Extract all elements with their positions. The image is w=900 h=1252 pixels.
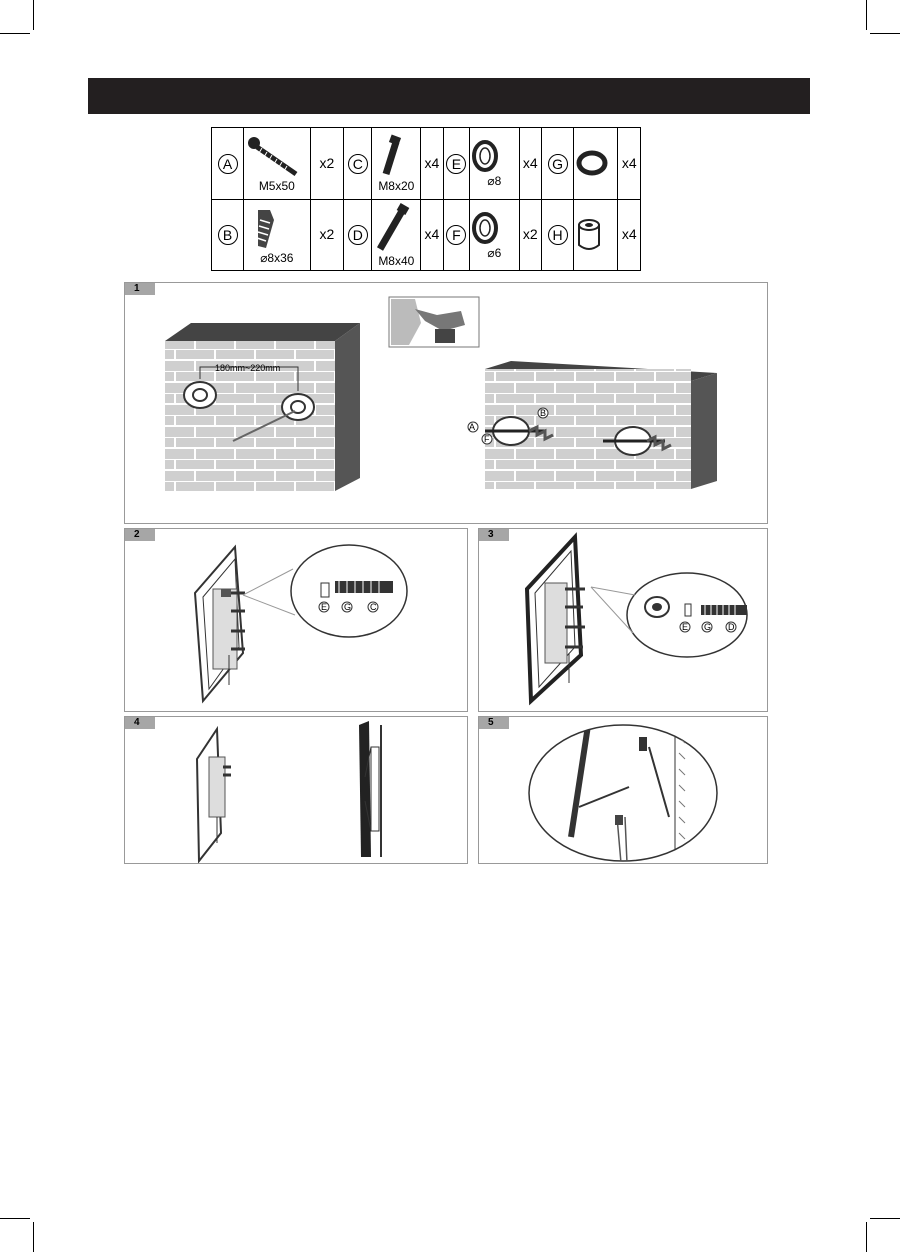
step-number: 2 bbox=[125, 529, 155, 541]
step-3-illustration bbox=[479, 529, 767, 711]
label-f: F bbox=[484, 434, 490, 444]
part-size: ⌀6 bbox=[487, 245, 502, 260]
spring-washer-icon bbox=[574, 149, 610, 179]
crop-mark bbox=[870, 33, 900, 34]
label-e: E bbox=[321, 602, 328, 612]
part-letter: D bbox=[348, 225, 368, 245]
label-e: E bbox=[682, 622, 689, 632]
tv-back-panel bbox=[527, 537, 585, 701]
part-qty: x4 bbox=[424, 154, 440, 171]
part-qty: x2 bbox=[319, 226, 335, 242]
label-c: C bbox=[370, 602, 377, 612]
label-b: B bbox=[540, 408, 547, 418]
part-size: ⌀8x36 bbox=[260, 250, 294, 265]
parts-table bbox=[211, 127, 641, 271]
part-qty: x4 bbox=[621, 154, 637, 171]
part-qty: x2 bbox=[522, 226, 538, 242]
part-letter: G bbox=[548, 154, 568, 174]
washer-icon bbox=[470, 139, 500, 173]
crop-mark bbox=[33, 1222, 34, 1252]
step-4-illustration bbox=[125, 717, 467, 863]
crop-mark bbox=[0, 33, 30, 34]
wall-left bbox=[165, 323, 360, 491]
label-g: G bbox=[344, 602, 352, 612]
crop-mark bbox=[33, 0, 34, 30]
step-number: 3 bbox=[479, 529, 509, 541]
zoom-circle bbox=[591, 573, 747, 657]
part-qty: x4 bbox=[424, 226, 440, 242]
short-bolt-icon bbox=[372, 134, 416, 178]
washer-icon bbox=[470, 211, 500, 245]
label-g: G bbox=[704, 622, 712, 632]
zoom-circle bbox=[243, 545, 407, 637]
part-letter: B bbox=[218, 225, 238, 245]
distance-label: 180mm~220mm bbox=[215, 363, 281, 373]
step-5-illustration bbox=[479, 717, 767, 863]
part-size: M5x50 bbox=[258, 179, 295, 193]
part-size: M8x20 bbox=[378, 179, 415, 193]
header-bar bbox=[88, 78, 810, 114]
step-4-panel bbox=[124, 716, 468, 864]
step-number: 4 bbox=[125, 717, 155, 729]
crop-mark bbox=[870, 1218, 900, 1219]
wall-right bbox=[468, 361, 717, 489]
part-qty: x4 bbox=[522, 154, 538, 171]
step-number: 1 bbox=[125, 283, 155, 295]
part-qty: x4 bbox=[621, 226, 637, 242]
long-screw-icon bbox=[244, 134, 304, 178]
step-2-illustration bbox=[125, 529, 467, 711]
tv-side-view bbox=[359, 721, 381, 857]
spacer-icon bbox=[574, 217, 604, 253]
step-1-illustration bbox=[125, 283, 767, 523]
label-d: D bbox=[728, 622, 735, 632]
step-2-panel bbox=[124, 528, 468, 712]
step-1-panel bbox=[124, 282, 768, 524]
tv-back-panel bbox=[197, 729, 231, 861]
crop-mark bbox=[866, 0, 867, 30]
crop-mark bbox=[866, 1222, 867, 1252]
step-5-panel bbox=[478, 716, 768, 864]
crop-mark bbox=[0, 1218, 30, 1219]
part-letter: E bbox=[446, 154, 466, 174]
long-bolt-icon bbox=[372, 203, 416, 253]
step-number: 5 bbox=[479, 717, 509, 729]
part-letter: H bbox=[548, 225, 568, 245]
part-letter: A bbox=[218, 154, 238, 174]
part-letter: C bbox=[348, 154, 368, 174]
tv-back-panel bbox=[195, 547, 245, 701]
wall-plug-icon bbox=[244, 206, 284, 250]
part-size: M8x40 bbox=[378, 253, 415, 268]
part-letter: F bbox=[446, 225, 466, 245]
part-qty: x2 bbox=[319, 154, 335, 171]
drill-inset bbox=[389, 297, 479, 347]
part-size: ⌀8 bbox=[487, 174, 502, 188]
step-3-panel bbox=[478, 528, 768, 712]
label-a: A bbox=[469, 422, 476, 432]
